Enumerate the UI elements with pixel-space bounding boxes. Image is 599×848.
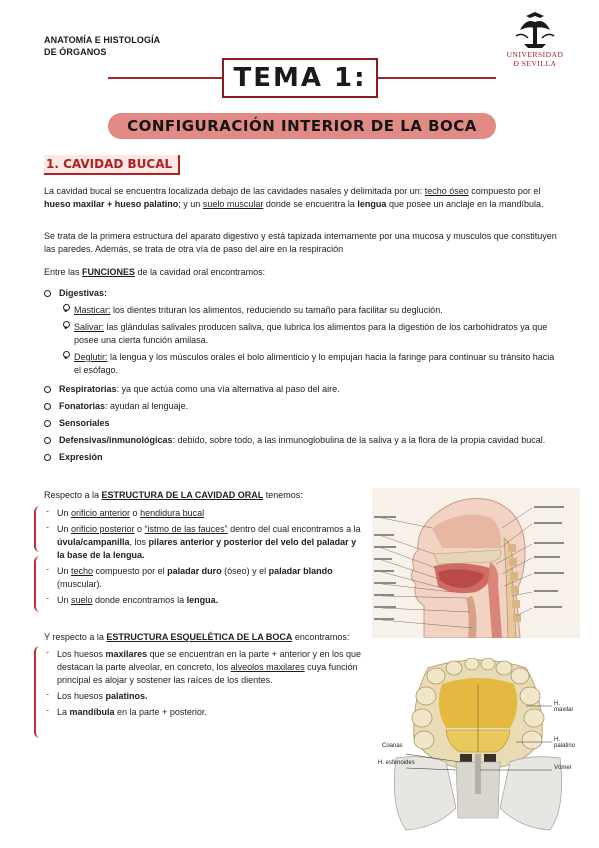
- logo-text-line1: UNIVERSIDAD: [506, 50, 564, 59]
- label-vomer: Vómer: [554, 765, 572, 771]
- text-underlined: Masticar:: [74, 305, 111, 315]
- list-item: [44, 434, 559, 447]
- text-bold: pilares anterior y posterior del velo del paladar y la base de la lengua.: [57, 537, 357, 560]
- text-run: La: [57, 707, 70, 717]
- text-bold: Fonatorias: [59, 401, 106, 411]
- course-title-line1: ANATOMÍA E HISTOLOGÍA: [44, 35, 161, 45]
- list-item: [63, 304, 559, 317]
- text-bold: hueso maxilar + hueso palatino: [44, 199, 179, 209]
- university-seal-icon: [512, 10, 558, 50]
- text-bold: Respiratorias: [59, 384, 117, 394]
- text-bold: Digestivas:: [59, 288, 108, 298]
- list-item: [44, 507, 362, 520]
- functions-list: [44, 287, 559, 464]
- text-underlined: orificio posterior: [71, 524, 135, 534]
- list-item: [63, 321, 559, 347]
- text-run: o: [130, 508, 141, 518]
- text-underlined: techo: [71, 566, 94, 576]
- head-section-image: [372, 488, 580, 638]
- text-run: Un: [57, 566, 72, 576]
- course-title-line2: DE ÓRGANOS: [44, 47, 107, 57]
- label-coanas: Coanas: [382, 743, 403, 749]
- text-bold: paladar blando: [268, 566, 333, 576]
- text-run: Un: [57, 524, 72, 534]
- text-run: las glándulas salivales producen saliva, que lubrica los alimentos para la digestión de los carbohidratos ya que posee una cierta función amilasa.: [74, 322, 548, 345]
- text-bold: lengua: [357, 199, 387, 209]
- text-bold-underlined: ESTRUCTURA ESQUELÉTICA DE LA BOCA: [106, 632, 293, 642]
- tema-title: TEMA 1:: [222, 58, 378, 98]
- text-underlined: techo óseo: [424, 186, 469, 196]
- label-palatino: H. palatino: [554, 737, 576, 749]
- text-underlined: Salivar:: [74, 322, 105, 332]
- brace-decoration: [34, 506, 42, 552]
- structure-list: [44, 507, 362, 607]
- text-bold: úvula/campanilla: [57, 537, 130, 547]
- text-bold-underlined: ESTRUCTURA DE LA CAVIDAD ORAL: [101, 490, 264, 500]
- text-bold: Sensoriales: [59, 418, 110, 428]
- text-run: : ayudan al lenguaje.: [105, 401, 189, 411]
- text-bold: mandíbula: [69, 707, 115, 717]
- sagittal-head-illustration: [372, 488, 580, 638]
- list-item: [44, 690, 362, 703]
- list-item: [44, 594, 362, 607]
- section-heading-text: 1. CAVIDAD BUCAL: [44, 155, 180, 175]
- list-item: [44, 383, 559, 396]
- text-run: los dientes trituran los alimentos, reduciendo su tamaño para facilitar su deglución.: [110, 305, 443, 315]
- university-logo: [500, 10, 570, 68]
- label-maxilar: H. maxilar: [554, 701, 574, 713]
- palate-illustration: [376, 658, 580, 838]
- text-bold: Defensivas/inmunológicas: [59, 435, 173, 445]
- text-underlined: suelo muscular: [202, 199, 264, 209]
- text-run: Entre las: [44, 267, 83, 277]
- text-run: de la cavidad oral encontramos:: [135, 267, 266, 277]
- text-underlined: alveolos maxilares: [230, 662, 305, 672]
- list-item: [44, 706, 362, 719]
- text-run: cuya función principal es alojar y sostener las raíces de los dientes.: [57, 662, 358, 685]
- text-run: compuesto por el: [93, 566, 168, 576]
- text-run: donde encontramos la: [92, 595, 187, 605]
- list-item: [44, 451, 559, 464]
- list-item: [44, 565, 362, 591]
- text-bold: Expresión: [59, 452, 103, 462]
- text-underlined: hendidura bucal: [140, 508, 205, 518]
- intro-paragraph: [44, 185, 559, 211]
- text-underlined: suelo: [71, 595, 93, 605]
- text-bold: lengua.: [186, 595, 219, 605]
- label-esfenoides: H. esfenoides: [378, 760, 415, 766]
- text-run: donde se encuentra la: [263, 199, 358, 209]
- text-run: : ya que actúa como una vía alternativa al paso del aire.: [116, 384, 340, 394]
- text-run: en la parte + posterior.: [114, 707, 207, 717]
- text-run: , los: [129, 537, 149, 547]
- text-run: Los huesos: [57, 649, 106, 659]
- list-item: [44, 287, 559, 377]
- list-item: [44, 648, 362, 687]
- text-run: Un: [57, 595, 72, 605]
- text-run: la lengua y los músculos orales el bolo alimenticio y lo empujan hacia la faringe para continuar su tránsito hacia el esófago.: [74, 352, 555, 375]
- text-run: (muscular).: [57, 579, 103, 589]
- text-run: encontramos:: [292, 632, 350, 642]
- text-underlined: orificio anterior: [71, 508, 131, 518]
- text-bold: paladar duro: [167, 566, 222, 576]
- text-run: tenemos:: [263, 490, 303, 500]
- text-run: Los huesos: [57, 691, 106, 701]
- text-run: : debido, sobre todo, a las inmunoglobulina de la saliva y a la flora de la propia cavidad bucal.: [172, 435, 546, 445]
- text-bold-underlined: FUNCIONES: [82, 267, 136, 277]
- section-heading: [44, 155, 180, 175]
- text-run: Un: [57, 508, 72, 518]
- skeletal-intro: [44, 631, 374, 644]
- text-run: La cavidad bucal se encuentra localizada debajo de las cavidades nasales y delimitada por un:: [44, 186, 425, 196]
- text-run: compuesto por el: [468, 186, 541, 196]
- text-run: Respecto a la: [44, 490, 102, 500]
- text-run: que posee un anclaje en la mandíbula.: [386, 199, 544, 209]
- text-run: dentro del cual encontramos a la: [227, 524, 361, 534]
- text-run: Y respecto a la: [44, 632, 107, 642]
- brace-decoration: [34, 556, 42, 612]
- list-item: [44, 523, 362, 562]
- text-bold: palatinos.: [105, 691, 148, 701]
- text-underlined: Deglutir:: [74, 352, 108, 362]
- brace-decoration: [34, 646, 42, 738]
- subtitle-text: CONFIGURACIÓN INTERIOR DE LA BOCA: [127, 117, 477, 135]
- text-run: ; y un: [178, 199, 203, 209]
- list-item: [44, 400, 559, 413]
- text-run: (óseo) y el: [221, 566, 269, 576]
- course-title: [44, 34, 160, 58]
- paragraph-2: Se trata de la primera estructura del aparato digestivo y está tapizada internamente por una mucosa y musculos que constituyen las paredes. Además, se trata de otra vía de paso del aire en la respiración: [44, 231, 557, 254]
- structure-intro: [44, 489, 374, 502]
- list-item: [63, 351, 559, 377]
- logo-text-line2: Ð SEVILLA: [513, 59, 557, 68]
- palate-image: [376, 658, 580, 838]
- text-underlined: “istmo de las fauces”: [144, 524, 228, 534]
- skeletal-list: [44, 648, 362, 719]
- text-run: que se encuentran en la parte + anterior y en los que destacan la parte alveolar, en concreto, los: [57, 649, 361, 672]
- functions-intro: [44, 266, 559, 279]
- list-item: [44, 417, 559, 430]
- text-bold: maxilares: [105, 649, 148, 659]
- text-run: o: [134, 524, 145, 534]
